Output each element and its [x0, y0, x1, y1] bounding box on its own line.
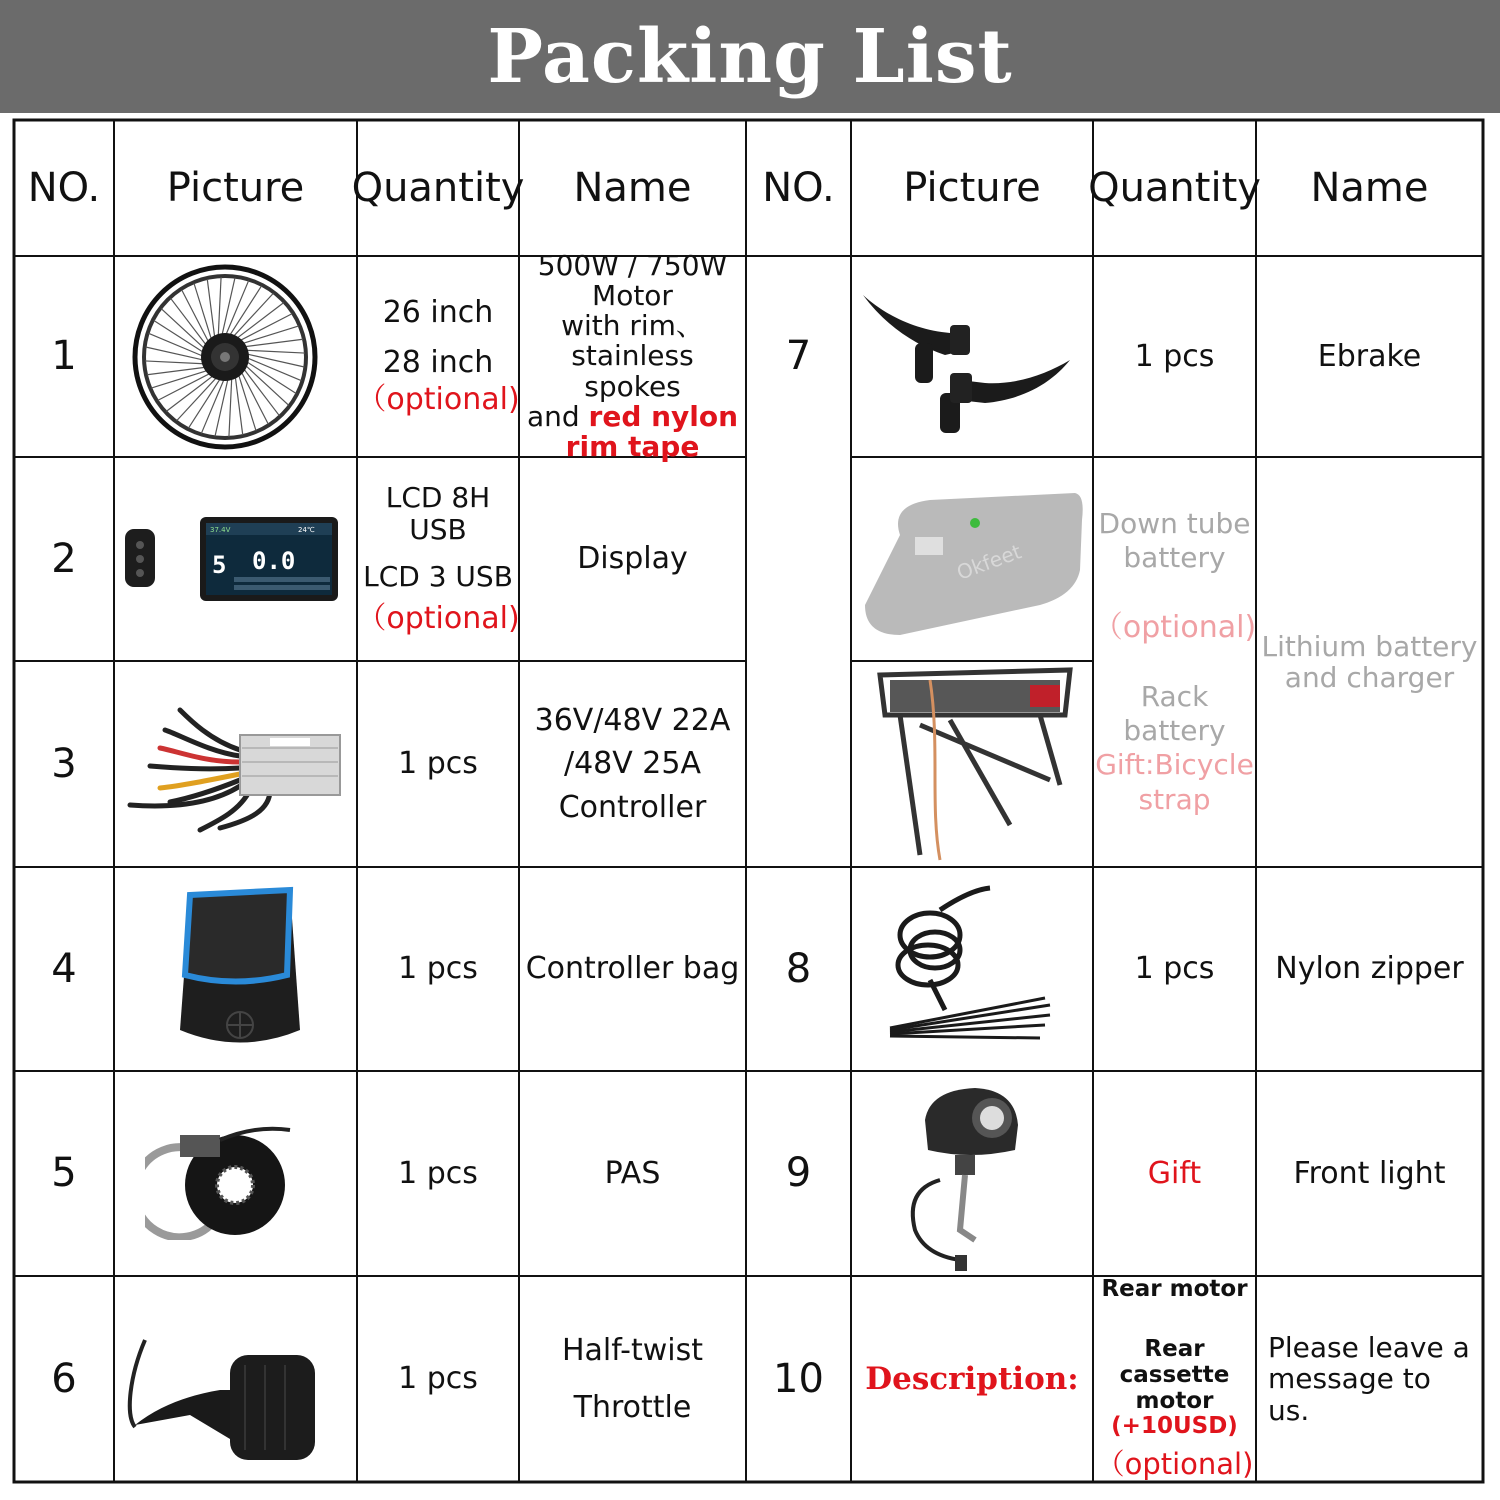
item-3-name: [519, 661, 746, 867]
item-3-no: 3: [51, 740, 77, 787]
item-10-name: [1256, 1276, 1483, 1482]
display-temp: 24℃: [298, 526, 315, 534]
name-line: with rim、: [561, 309, 704, 343]
optional-label: （optional): [356, 382, 520, 418]
item-4-name: Controller bag: [525, 951, 740, 987]
nylon-zipper-picture: [870, 880, 1060, 1055]
wheel-spoke: [158, 372, 212, 400]
item-1-name: [519, 248, 746, 464]
name-line: message to: [1268, 1362, 1431, 1396]
header-no-right: NO.: [762, 164, 835, 211]
wheel-spoke: [244, 350, 305, 353]
red-highlight: red nylon: [588, 399, 739, 433]
down-tube-battery-picture: [860, 485, 1085, 645]
item-9-no: 9: [785, 1150, 812, 1197]
item-9-name: Front light: [1293, 1155, 1446, 1191]
item-8-no: 8: [785, 945, 812, 992]
quantity-line: motor: [1135, 1387, 1214, 1414]
quantity-line: battery: [1123, 714, 1226, 748]
item-9-quantity: Gift: [1147, 1155, 1202, 1191]
name-line: and: [526, 399, 589, 433]
item-2-name: Display: [577, 541, 688, 577]
item-6-no: 6: [51, 1355, 77, 1402]
quantity-line: Rear motor: [1101, 1276, 1248, 1303]
name-line: Throttle: [573, 1390, 692, 1425]
item-2-quantity: [357, 457, 519, 661]
quantity-line: battery: [1123, 541, 1226, 575]
name-line: Controller: [558, 789, 707, 825]
quantity-line: Down tube: [1098, 507, 1251, 541]
name-line: Please leave a: [1268, 1330, 1470, 1364]
item-8-name: Nylon zipper: [1275, 951, 1464, 987]
gift-line: strap: [1138, 782, 1211, 816]
item-1-no: 1: [51, 333, 77, 380]
name-line: 36V/48V 22A: [534, 702, 731, 738]
ebrake-picture: [855, 285, 1080, 435]
display-speed: 0.0: [252, 547, 296, 575]
wheel-spoke: [182, 290, 210, 344]
quantity-line: Rear cassette: [1119, 1336, 1230, 1388]
item-8-quantity: 1 pcs: [1134, 951, 1215, 987]
name-line: /48V 25A: [563, 746, 702, 782]
front-light-picture: [900, 1080, 1040, 1275]
name-line: Lithium battery: [1261, 629, 1478, 663]
wheel-spoke: [218, 277, 221, 338]
optional-label: （optional): [1095, 1447, 1254, 1482]
quantity-line: LCD 3 USB: [363, 559, 513, 593]
quantity-line: 26 inch: [382, 295, 494, 331]
controller-bag-picture: [175, 880, 305, 1055]
display-level: 5: [212, 551, 227, 579]
red-highlight: rim tape: [565, 430, 700, 464]
item-7-quantity: 1 pcs: [1134, 338, 1215, 374]
pas-sensor-picture: [145, 1110, 305, 1240]
description-label: Description:: [865, 1360, 1079, 1397]
display-voltage: 37.4V: [210, 526, 231, 534]
optional-label: （optional): [356, 601, 520, 637]
item-10-no: 10: [773, 1355, 824, 1402]
item-2-no: 2: [51, 535, 77, 582]
optional-label: （optional): [1092, 609, 1257, 645]
item-5-name: PAS: [604, 1155, 661, 1191]
price-line: (+10USD): [1111, 1413, 1238, 1440]
quantity-line: LCD 8H USB: [385, 481, 491, 546]
wheel-spoke: [240, 370, 268, 424]
name-line: stainless spokes: [571, 339, 694, 403]
battery-quantity: [1093, 457, 1256, 867]
item-7-name: Ebrake: [1317, 338, 1422, 374]
battery-brand-label: Okfeet: [953, 539, 1025, 585]
header-no-left: NO.: [27, 164, 101, 211]
quantity-line: Rack: [1140, 680, 1209, 714]
name-line: Half-twist: [561, 1333, 704, 1368]
item-6-quantity: 1 pcs: [398, 1361, 478, 1397]
wheel-spoke: [145, 361, 206, 364]
name-line: and charger: [1284, 661, 1455, 694]
gift-line: Gift:Bicycle: [1095, 748, 1254, 782]
battery-name: [1256, 457, 1483, 867]
lcd-display-picture: [122, 515, 347, 605]
quantity-line: 28 inch: [382, 344, 494, 380]
throttle-picture: [120, 1335, 330, 1470]
header-name-right: Name: [1310, 164, 1429, 211]
page-title: Packing List: [487, 13, 1013, 100]
header-quantity-left: Quantity: [351, 164, 525, 211]
name-line: Motor: [592, 278, 673, 312]
controller-picture: [120, 690, 350, 840]
header-quantity-right: Quantity: [1088, 164, 1261, 211]
header-picture-right: Picture: [903, 164, 1041, 211]
wheel-spoke: [229, 376, 232, 437]
name-line: us.: [1268, 1393, 1310, 1427]
item-5-no: 5: [51, 1150, 77, 1197]
header-picture-left: Picture: [166, 164, 305, 211]
name-line: 500W / 750W: [537, 248, 728, 282]
item-4-quantity: 1 pcs: [398, 951, 478, 987]
item-4-no: 4: [51, 945, 77, 992]
item-6-name: [519, 1276, 746, 1482]
battery-no: [746, 457, 851, 867]
item-1-quantity: [357, 256, 519, 457]
hub-motor-wheel-picture: [130, 262, 320, 452]
item-5-quantity: 1 pcs: [398, 1155, 478, 1191]
rack-battery-picture: [860, 665, 1085, 865]
item-10-quantity: [1093, 1276, 1256, 1482]
wheel-spoke: [238, 314, 292, 342]
header-name-left: Name: [573, 164, 692, 211]
item-7-no: 7: [785, 333, 812, 380]
item-3-quantity: 1 pcs: [398, 746, 478, 782]
